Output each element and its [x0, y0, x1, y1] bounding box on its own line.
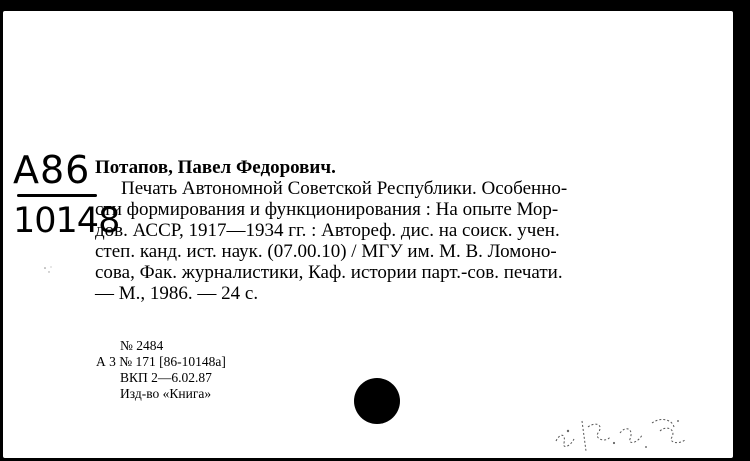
card-metadata [96, 338, 226, 402]
entry-line: сова, Фак. журналистики, Каф. истории парт.-сов. печати. [95, 262, 563, 283]
bibliographic-entry [95, 157, 685, 304]
entry-line: дов. АССР, 1917—1934 гг. : Автореф. дис. на соиск. учен. [95, 220, 560, 241]
speck-mark [41, 263, 55, 277]
shelf-mark-top: A86 [13, 148, 91, 192]
card-number: № 2484 [120, 338, 164, 353]
handwritten-scribble [548, 403, 708, 458]
card-vkp: ВКП 2—6.02.87 [120, 370, 212, 385]
card-record: А 3 № 171 [86-10148а] [96, 354, 226, 369]
card-publisher: Изд-во «Книга» [120, 386, 212, 401]
entry-line: Печать Автономной Советской Республики. Особенно- [121, 178, 568, 199]
punch-hole [354, 378, 400, 424]
entry-author: Потапов, Павел Федорович. [95, 157, 336, 178]
shelf-mark-bottom: 10148 [13, 201, 120, 241]
shelf-mark-underline [17, 194, 97, 197]
entry-line: сти формирования и функционирования : На опыте Мор- [95, 199, 559, 220]
entry-line: степ. канд. ист. наук. (07.00.10) / МГУ им. М. В. Ломоно- [95, 241, 557, 262]
catalog-card [3, 11, 733, 458]
entry-line: — М., 1986. — 24 с. [95, 283, 259, 304]
